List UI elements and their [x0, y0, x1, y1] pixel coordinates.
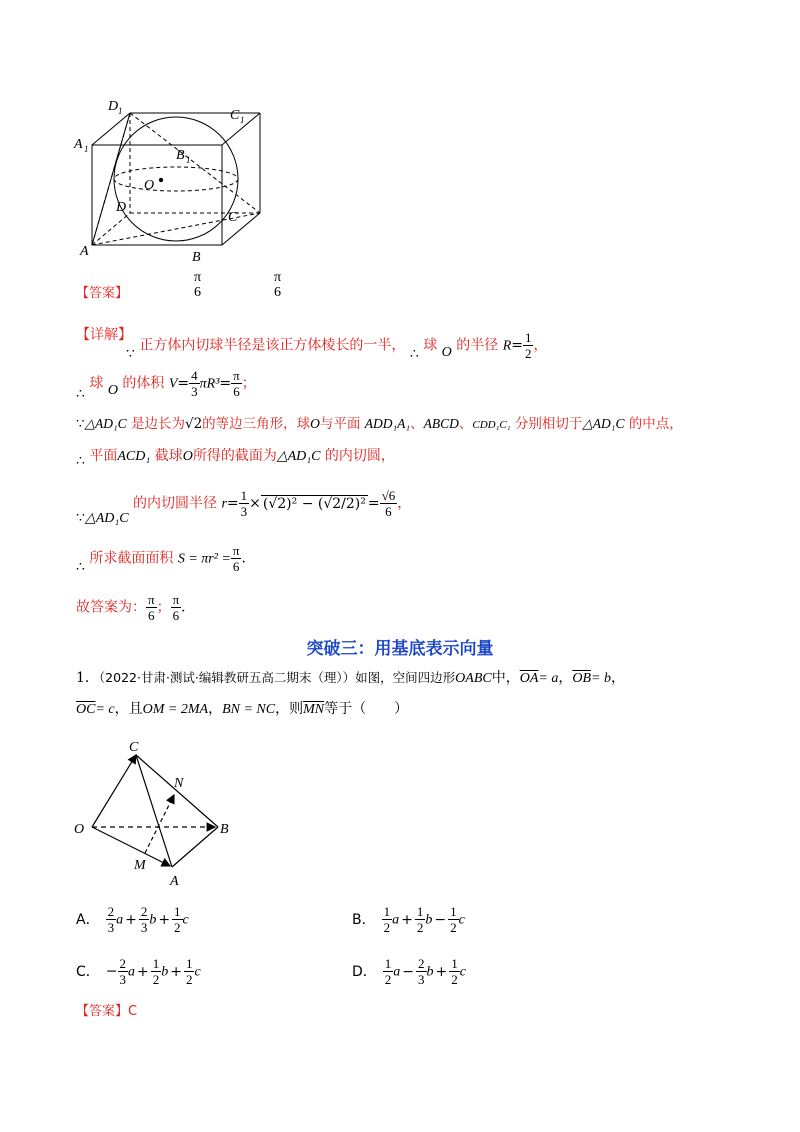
answer-value-2: π 6	[274, 270, 282, 300]
option-coefficient: $\frac{1}{2}$	[451, 956, 458, 987]
option-operator: +	[435, 963, 448, 980]
option-coefficient: $\frac{1}{2}$	[185, 956, 193, 987]
option-b[interactable]	[352, 904, 465, 935]
option-vector: c	[458, 912, 465, 928]
svg-text:1: 1	[240, 115, 245, 125]
option-coefficient: $\frac{1}{2}$	[384, 956, 392, 987]
option-a[interactable]	[76, 904, 189, 935]
label-d1: D	[108, 99, 119, 114]
answer-value-1: π 6	[194, 270, 202, 300]
option-operator: +	[125, 911, 137, 928]
label-o: O	[74, 822, 85, 837]
label-c1: C	[230, 108, 240, 123]
option-vector: b	[149, 912, 157, 928]
answer-2-value: C	[128, 1004, 138, 1019]
option-coefficient: $\frac{2}{3}$	[107, 904, 115, 935]
option-coefficient: $\frac{1}{2}$	[383, 904, 391, 935]
svg-text:1: 1	[84, 144, 89, 154]
detail-line-5: ∵△AD₁C 的内切圆半径 r= $\frac{1}{3}$ × (√2)² − (√2/2)² = $\frac{√6}{6}$ ，	[76, 488, 412, 526]
label-a: A	[80, 244, 89, 259]
label-b: B	[192, 250, 201, 265]
label-c: C	[228, 210, 238, 225]
option-coefficient: $\frac{2}{3}$	[418, 956, 425, 987]
option-d[interactable]	[352, 956, 466, 987]
option-coefficient: $\frac{2}{3}$	[140, 904, 148, 935]
svg-text:1: 1	[118, 106, 123, 116]
option-vector: a	[393, 964, 401, 980]
option-letter: A．	[76, 911, 100, 928]
label-a1: A	[74, 137, 83, 152]
option-letter: B．	[352, 911, 376, 928]
label-d: D	[116, 200, 127, 215]
option-operator: +	[137, 963, 149, 980]
option-sign: −	[105, 963, 118, 980]
option-coefficient: $\frac{1}{2}$	[416, 904, 424, 935]
option-vector: a	[392, 912, 400, 928]
label-m: M	[134, 858, 146, 873]
answer-tag: 【答案】	[76, 286, 129, 301]
option-vector: c	[182, 912, 189, 928]
section-title: 突破三：用基底表示向量	[306, 639, 494, 659]
label-c: C	[129, 740, 139, 755]
option-vector: b	[161, 964, 169, 980]
label-a: A	[170, 874, 179, 889]
option-coefficient: $\frac{1}{2}$	[450, 904, 457, 935]
label-b1: B	[176, 148, 185, 163]
option-operator: −	[402, 963, 415, 980]
option-operator: +	[158, 911, 171, 928]
question-line-2: $\overline{OC}= c$，且OM = 2MA，BN = NC，则$\overline{MN}$等于（ ）	[76, 701, 409, 717]
option-coefficient: $\frac{1}{2}$	[174, 904, 181, 935]
tetrahedron-figure	[70, 735, 250, 895]
option-vector: a	[128, 964, 136, 980]
option-vector: b	[425, 912, 433, 928]
detail-line-6: ∴ 所求截面面积 S = πr² = $\frac{\pi}{6}$ ．	[76, 543, 256, 575]
question-line-1: 1．（2022·甘肃·测试·编辑教研五高二期末（理））如图，空间四边形OABC中，$\overline{OA}= a$，$\overline{OB}= b$，	[76, 670, 625, 686]
answer-2-tag: 【答案】	[76, 1004, 129, 1019]
detail-tag: 【详解】	[76, 327, 132, 343]
option-vector: b	[426, 964, 434, 980]
label-o: O	[144, 178, 155, 193]
option-operator: +	[401, 911, 413, 928]
detail-line-1	[76, 325, 132, 345]
label-b: B	[220, 822, 229, 837]
option-letter: D．	[352, 963, 377, 980]
cube-sphere-figure	[70, 95, 270, 265]
detail-line-4: ∴ 平面ACD₁ 截球O所得的截面为△AD₁C 的内切圆，	[76, 448, 395, 469]
detail-line-7: 故答案为： $\frac{\pi}{6}$ ； $\frac{\pi}{6}$ ．	[76, 592, 196, 623]
option-operator: −	[434, 911, 447, 928]
answer-2	[76, 1000, 137, 1019]
option-letter: C．	[76, 963, 100, 980]
option-coefficient: $\frac{2}{3}$	[119, 956, 127, 987]
option-vector: a	[116, 912, 124, 928]
label-n: N	[174, 776, 184, 791]
option-operator: +	[170, 963, 182, 980]
detail-line-3: ∵△AD₁C 是边长为√2的等边三角形，球O与平面 ADD₁A₁、ABCD、CDD₁C₁ 分别相切于△AD₁C 的中点，	[76, 416, 683, 432]
svg-text:1: 1	[186, 155, 191, 165]
option-vector: c	[194, 964, 201, 980]
detail-line-2: ∴ 球 O 的体积 V= $\frac{4}{3}$ πR³= $\frac{\pi}{6}$ ；	[76, 368, 256, 402]
option-vector: c	[459, 964, 466, 980]
option-coefficient: $\frac{1}{2}$	[152, 956, 160, 987]
option-c[interactable]	[76, 956, 201, 987]
